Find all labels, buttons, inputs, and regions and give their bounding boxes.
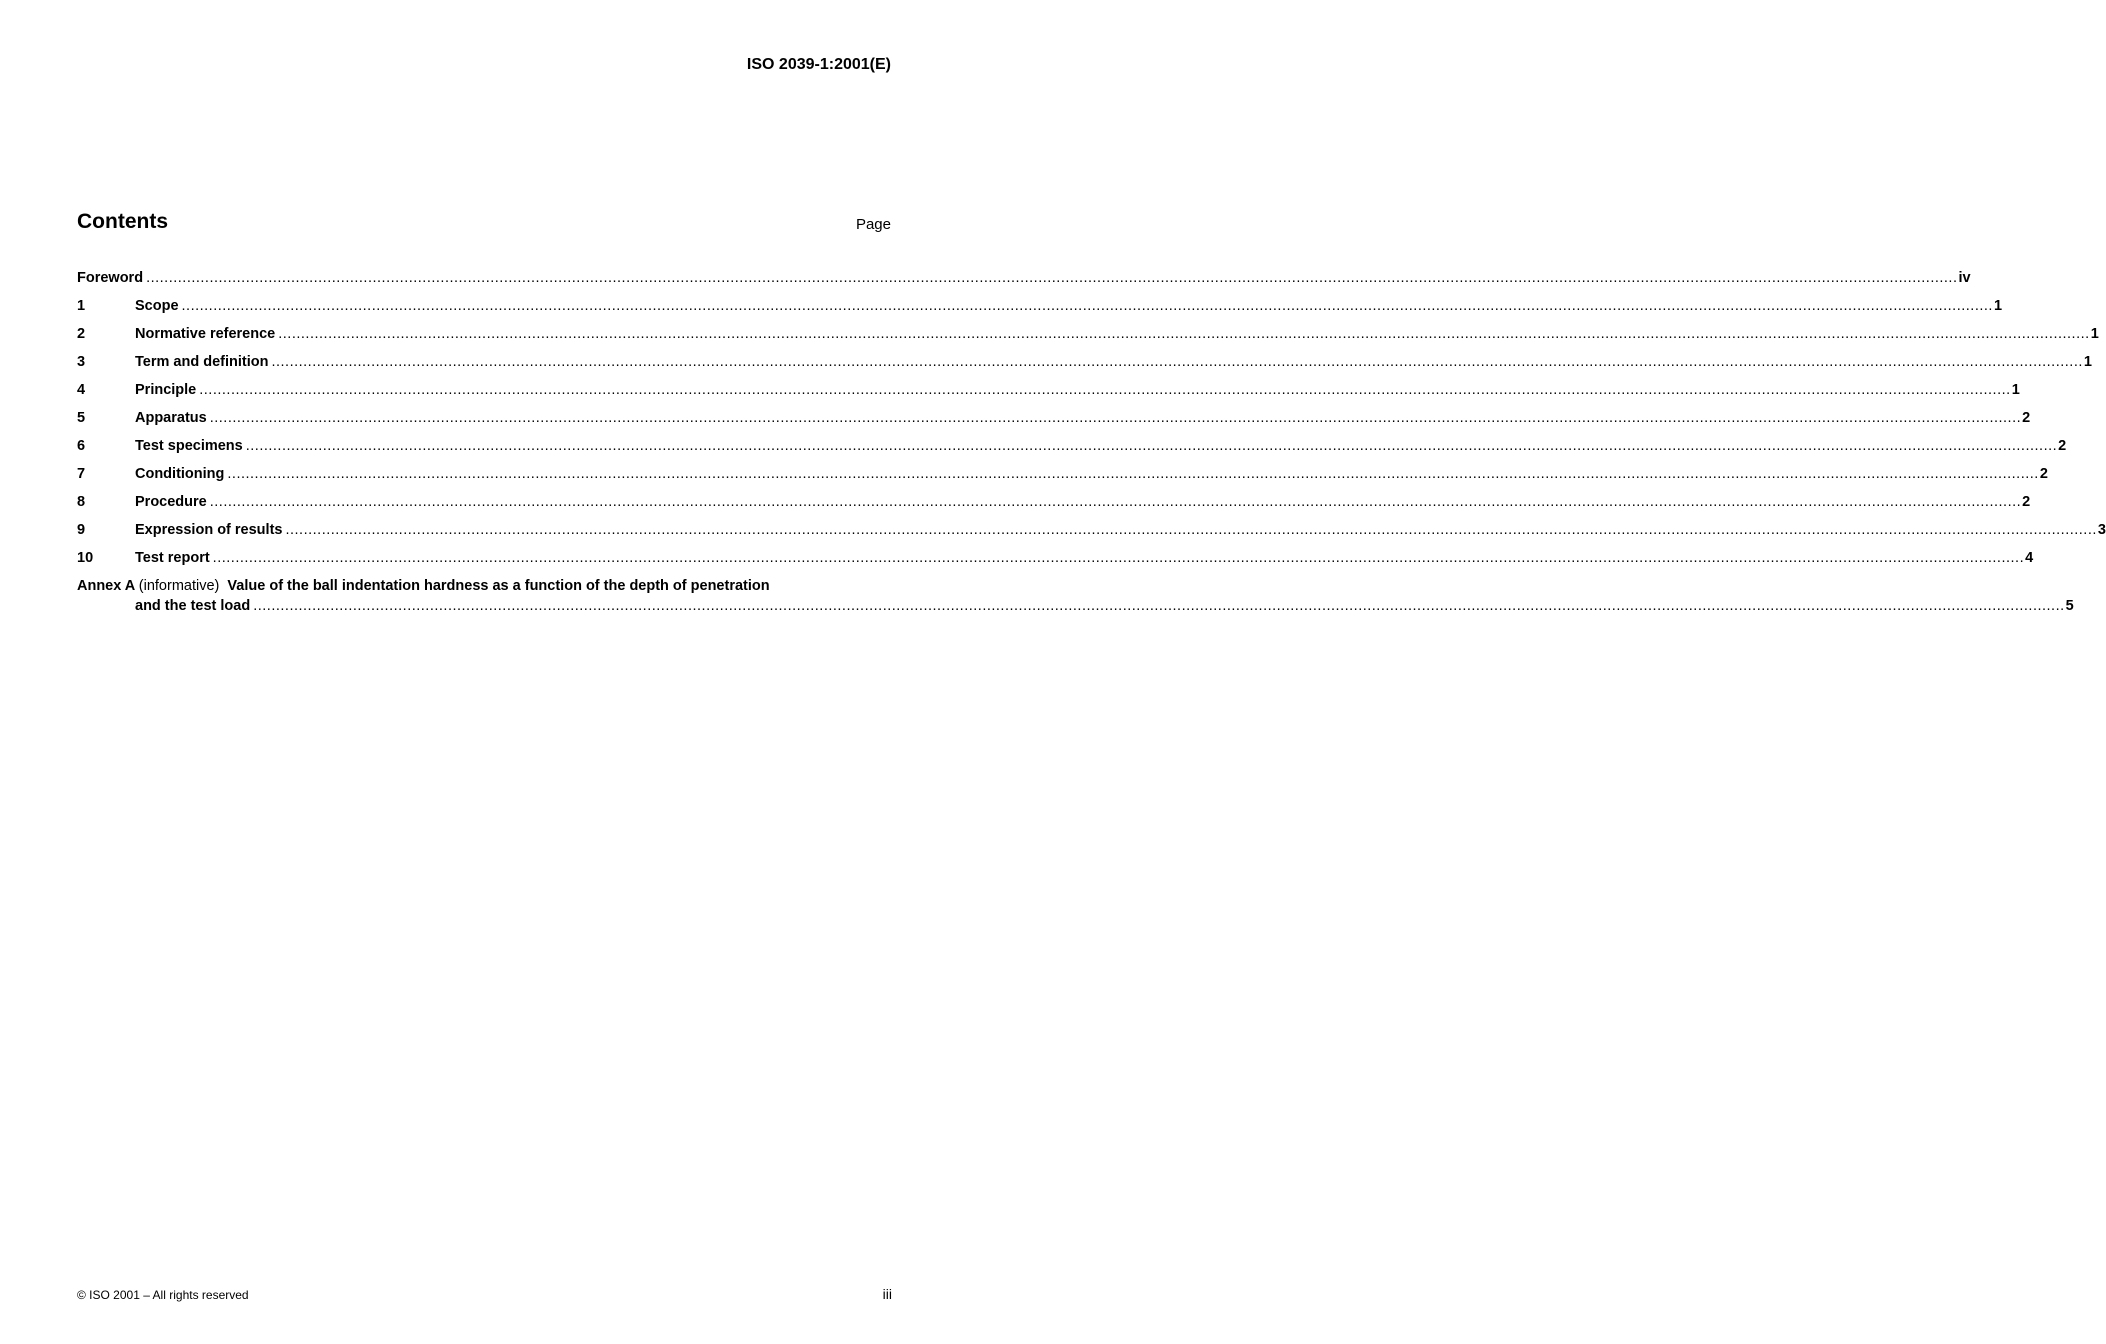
dot-leader: ................................................................................................................................................................................................................................................................................................................................................................................................................: [212, 550, 2025, 566]
dot-leader: ................................................................................................................................................................................................................................................................................................................................................................................................................: [146, 270, 1958, 286]
toc-entry-scope[interactable]: [77, 296, 2003, 324]
toc-entry-title: Conditioning: [135, 466, 225, 482]
toc-entry-test-specimens[interactable]: [77, 436, 2067, 464]
dot-leader: ................................................................................................................................................................................................................................................................................................................................................................................................................: [209, 494, 2022, 510]
toc-entry-title: Test specimens: [135, 438, 243, 454]
toc-entry-title: Expression of results: [135, 522, 283, 538]
toc-entry-page: 1: [2083, 354, 2092, 370]
toc-entry-number: 9: [77, 522, 86, 538]
annex-title-continuation: [77, 596, 2074, 624]
annex-type: (informative): [138, 578, 220, 594]
contents-heading: Contents: [77, 210, 168, 233]
toc-entry-page: 2: [2022, 410, 2031, 426]
toc-entry-expression-of-results[interactable]: [77, 520, 2106, 548]
toc-entry-principle[interactable]: [77, 380, 2020, 408]
toc-entry-page: 1: [1993, 298, 2003, 314]
annex-label: Annex A: [77, 578, 135, 594]
toc-entry-title: Foreword: [77, 270, 144, 286]
toc-entry-normative-reference[interactable]: [77, 324, 2099, 352]
toc-entry-test-report[interactable]: [77, 548, 2034, 576]
toc-entry-page: 2: [2022, 494, 2031, 510]
toc-entry-number: 3: [77, 354, 86, 370]
toc-entry-annex-a[interactable]: [77, 576, 2074, 624]
dot-leader: ................................................................................................................................................................................................................................................................................................................................................................................................................: [199, 382, 2011, 398]
toc-entry-title: Term and definition: [135, 354, 269, 370]
page-column-label: Page: [855, 216, 891, 233]
toc-entry-number: 6: [77, 438, 86, 454]
toc-entry-page: 2: [2058, 438, 2067, 454]
table-of-contents: [77, 268, 2106, 624]
toc-entry-procedure[interactable]: [77, 492, 2031, 520]
toc-entry-title: Normative reference: [135, 326, 276, 342]
toc-entry-number: 5: [77, 410, 86, 426]
toc-entry-page: 5: [2065, 598, 2074, 614]
dot-leader: ................................................................................................................................................................................................................................................................................................................................................................................................................: [227, 466, 2039, 482]
dot-leader: ................................................................................................................................................................................................................................................................................................................................................................................................................: [271, 354, 2083, 370]
toc-entry-title: Procedure: [135, 494, 207, 510]
toc-entry-page: 2: [2039, 466, 2048, 482]
annex-title-line1: Value of the ball indentation hardness as a function of the depth of penetration: [227, 578, 770, 594]
toc-entry-number: 8: [77, 494, 86, 510]
annex-title-line2: and the test load: [135, 598, 251, 614]
dot-leader: ................................................................................................................................................................................................................................................................................................................................................................................................................: [278, 326, 2090, 342]
toc-entry-page: 3: [2097, 522, 2106, 538]
toc-entry-title: Test report: [135, 550, 210, 566]
toc-entry-foreword[interactable]: [77, 268, 1971, 296]
toc-entry-number: 1: [77, 298, 86, 314]
page-number: iii: [882, 1286, 892, 1302]
toc-entry-number: 4: [77, 382, 86, 398]
toc-entry-conditioning[interactable]: [77, 464, 2048, 492]
dot-leader: ................................................................................................................................................................................................................................................................................................................................................................................................................: [209, 410, 2022, 426]
toc-entry-page: 4: [2025, 550, 2034, 566]
dot-leader: ................................................................................................................................................................................................................................................................................................................................................................................................................: [181, 298, 1993, 314]
toc-entry-term-and-definition[interactable]: [77, 352, 2092, 380]
toc-entry-number: 10: [77, 550, 94, 566]
toc-entry-apparatus[interactable]: [77, 408, 2031, 436]
toc-entry-title: Principle: [135, 382, 197, 398]
document-id: ISO 2039-1:2001(E): [746, 56, 891, 73]
annex-heading-line: [77, 576, 891, 596]
copyright-notice: © ISO 2001 – All rights reserved: [77, 1288, 249, 1302]
toc-entry-title: Scope: [135, 298, 179, 314]
toc-entry-page: 1: [2090, 326, 2099, 342]
dot-leader: ................................................................................................................................................................................................................................................................................................................................................................................................................: [245, 438, 2058, 454]
toc-entry-number: 2: [77, 326, 86, 342]
toc-entry-page: 1: [2011, 382, 2020, 398]
dot-leader: ................................................................................................................................................................................................................................................................................................................................................................................................................: [285, 522, 2097, 538]
toc-entry-title: Apparatus: [135, 410, 207, 426]
toc-entry-page: iv: [1958, 270, 1971, 286]
dot-leader: ................................................................................................................................................................................................................................................................................................................................................................................................................: [253, 598, 2065, 614]
toc-entry-number: 7: [77, 466, 86, 482]
